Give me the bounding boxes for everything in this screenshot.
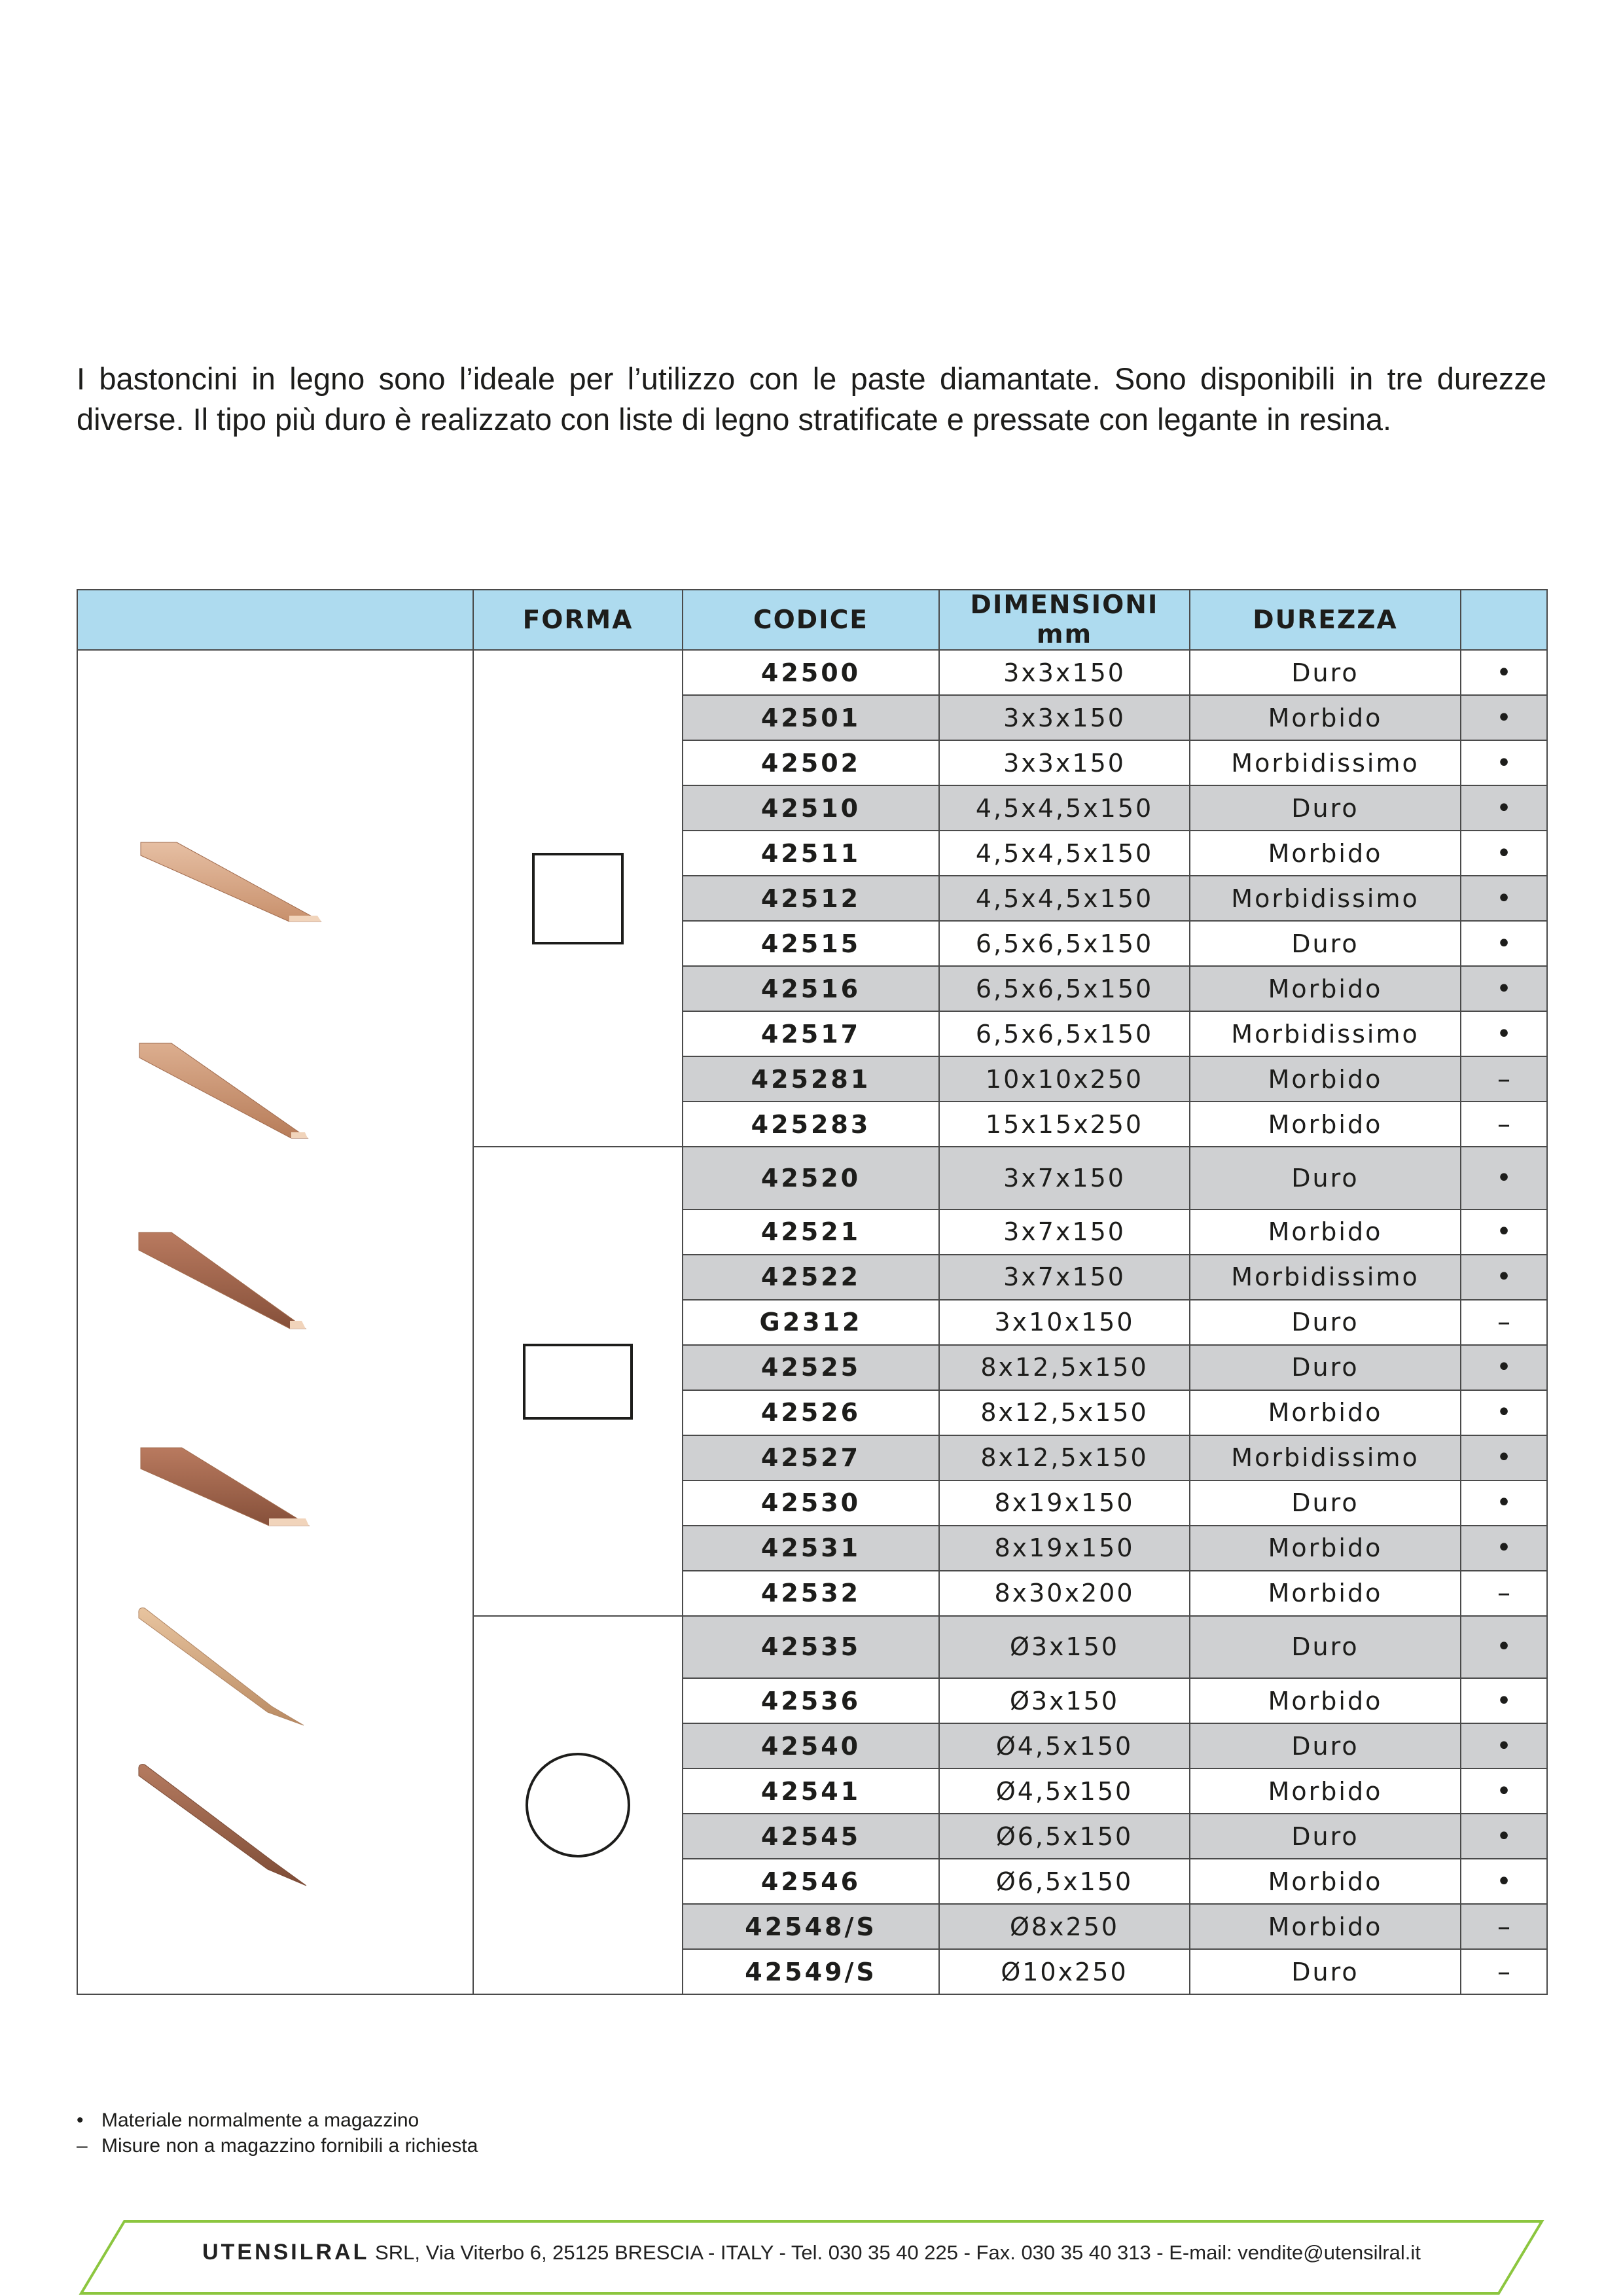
rect-stick-dark-icon [139, 1232, 306, 1329]
hardness-cell: Duro [1190, 650, 1461, 695]
code-cell: 42531 [683, 1526, 939, 1571]
code-cell: 42500 [683, 650, 939, 695]
code-cell: 425283 [683, 1102, 939, 1147]
dimension-cell: 3x3x150 [939, 695, 1190, 740]
code-cell: 42515 [683, 921, 939, 966]
header-forma: FORMA [473, 590, 683, 650]
hardness-cell: Morbidissimo [1190, 1011, 1461, 1056]
code-cell: 42520 [683, 1147, 939, 1210]
circle-shape-icon [480, 1707, 676, 1903]
dimension-cell: 3x7x150 [939, 1147, 1190, 1210]
code-cell: 42502 [683, 740, 939, 785]
code-cell: 42522 [683, 1255, 939, 1300]
dimension-cell: Ø3x150 [939, 1616, 1190, 1679]
dimension-cell: 4,5x4,5x150 [939, 831, 1190, 876]
availability-mark: • [1461, 740, 1547, 785]
code-cell: 42546 [683, 1859, 939, 1904]
code-cell: 42512 [683, 876, 939, 921]
hardness-cell: Duro [1190, 1480, 1461, 1526]
hardness-cell: Morbido [1190, 695, 1461, 740]
dimension-cell: 4,5x4,5x150 [939, 785, 1190, 831]
code-cell: 42549/S [683, 1949, 939, 1994]
dimension-cell: 15x15x250 [939, 1102, 1190, 1147]
rectangle-shape-icon [480, 1283, 676, 1479]
footer-contact [0, 2240, 1623, 2265]
availability-mark: • [1461, 921, 1547, 966]
availability-mark: • [1461, 1814, 1547, 1859]
availability-mark: • [1461, 1147, 1547, 1210]
image-cell [77, 650, 473, 1994]
dimension-cell: 8x12,5x150 [939, 1435, 1190, 1480]
note-text: Misure non a magazzino fornibili a richiesta [101, 2135, 478, 2157]
code-cell: 42530 [683, 1480, 939, 1526]
code-cell: 42511 [683, 831, 939, 876]
code-cell: 42517 [683, 1011, 939, 1056]
hardness-cell: Morbido [1190, 1678, 1461, 1723]
dimension-cell: Ø10x250 [939, 1949, 1190, 1994]
hardness-cell: Duro [1190, 1616, 1461, 1679]
availability-mark: • [1461, 785, 1547, 831]
hardness-cell: Morbidissimo [1190, 876, 1461, 921]
availability-mark: • [1461, 1390, 1547, 1435]
availability-mark: • [1461, 966, 1547, 1011]
availability-mark: • [1461, 695, 1547, 740]
square-stick-light-icon [141, 842, 321, 922]
dimension-cell: 3x7x150 [939, 1255, 1190, 1300]
hardness-cell: Duro [1190, 1300, 1461, 1345]
code-cell: 42526 [683, 1390, 939, 1435]
availability-mark: • [1461, 650, 1547, 695]
forma-cell-square [473, 650, 683, 1147]
footer-address: Via Viterbo 6, 25125 BRESCIA - ITALY - Tel. 030 35 40 225 - Fax. 030 35 40 313 - E-mail: vendite@utensilral.it [425, 2241, 1421, 2264]
dimension-cell: 3x3x150 [939, 740, 1190, 785]
hardness-cell: Morbido [1190, 1056, 1461, 1102]
header-durezza: DUREZZA [1190, 590, 1461, 650]
availability-mark: – [1461, 1300, 1547, 1345]
hardness-cell: Duro [1190, 1949, 1461, 1994]
availability-mark: • [1461, 1526, 1547, 1571]
dimension-cell: 8x19x150 [939, 1526, 1190, 1571]
hardness-cell: Duro [1190, 1345, 1461, 1390]
availability-mark: • [1461, 1255, 1547, 1300]
hardness-cell: Morbidissimo [1190, 1255, 1461, 1300]
hardness-cell: Morbido [1190, 1859, 1461, 1904]
dimension-cell: 8x12,5x150 [939, 1345, 1190, 1390]
availability-mark: • [1461, 1768, 1547, 1814]
code-cell: 42548/S [683, 1904, 939, 1949]
square-shape-icon [480, 800, 676, 997]
header-dimensioni: DIMENSIONI mm [939, 590, 1190, 650]
header-availability [1461, 590, 1547, 650]
code-cell: 42535 [683, 1616, 939, 1679]
code-cell: 42532 [683, 1571, 939, 1616]
availability-mark: – [1461, 1571, 1547, 1616]
availability-mark: • [1461, 1011, 1547, 1056]
note-symbol: – [77, 2135, 88, 2157]
hardness-cell: Morbido [1190, 1102, 1461, 1147]
table-body [77, 650, 1547, 1994]
dimension-cell: Ø6,5x150 [939, 1859, 1190, 1904]
dimension-cell: Ø4,5x150 [939, 1768, 1190, 1814]
availability-mark: • [1461, 1345, 1547, 1390]
forma-cell-circle [473, 1616, 683, 1995]
round-stick-light-icon [139, 1608, 304, 1725]
code-cell: 42501 [683, 695, 939, 740]
code-cell: 42510 [683, 785, 939, 831]
availability-mark: • [1461, 1210, 1547, 1255]
note-on-request [77, 2133, 478, 2159]
dimension-cell: 3x7x150 [939, 1210, 1190, 1255]
dimension-cell: 3x10x150 [939, 1300, 1190, 1345]
forma-cell-rectangle [473, 1147, 683, 1616]
dimension-cell: Ø8x250 [939, 1904, 1190, 1949]
code-cell: 42527 [683, 1435, 939, 1480]
code-cell: G2312 [683, 1300, 939, 1345]
dimension-cell: 6,5x6,5x150 [939, 966, 1190, 1011]
dimension-cell: 6,5x6,5x150 [939, 921, 1190, 966]
availability-mark: • [1461, 831, 1547, 876]
hardness-cell: Morbido [1190, 1390, 1461, 1435]
availability-mark: • [1461, 1435, 1547, 1480]
footer-brand: UTENSILRAL [202, 2240, 370, 2265]
hardness-cell: Morbido [1190, 1571, 1461, 1616]
code-cell: 42525 [683, 1345, 939, 1390]
product-table [77, 589, 1548, 1995]
hardness-cell: Duro [1190, 921, 1461, 966]
wooden-sticks-illustration [78, 651, 473, 1994]
availability-mark: – [1461, 1056, 1547, 1102]
intro-paragraph: I bastoncini in legno sono l’ideale per l’utilizzo con le paste diamantate. Sono disponibili in tre durezze diverse. Il tipo più duro è realizzato con liste di legno stratificate e pressate con legante in resina. [77, 361, 1546, 437]
hardness-cell: Duro [1190, 1723, 1461, 1768]
note-symbol: • [77, 2109, 84, 2131]
availability-mark: • [1461, 1723, 1547, 1768]
availability-mark: • [1461, 1480, 1547, 1526]
availability-mark: – [1461, 1904, 1547, 1949]
footer-suffix: SRL, [375, 2241, 420, 2264]
hardness-cell: Duro [1190, 1814, 1461, 1859]
table-row [77, 650, 1547, 695]
code-cell: 42536 [683, 1678, 939, 1723]
hardness-cell: Morbidissimo [1190, 740, 1461, 785]
code-cell: 42516 [683, 966, 939, 1011]
rect-stick-wide-icon [141, 1448, 309, 1526]
dimension-cell: Ø6,5x150 [939, 1814, 1190, 1859]
code-cell: 42540 [683, 1723, 939, 1768]
note-text: Materiale normalmente a magazzino [101, 2109, 419, 2131]
availability-mark: • [1461, 1859, 1547, 1904]
availability-mark: – [1461, 1949, 1547, 1994]
availability-mark: • [1461, 876, 1547, 921]
dimension-cell: 4,5x4,5x150 [939, 876, 1190, 921]
code-cell: 42545 [683, 1814, 939, 1859]
note-in-stock [77, 2108, 478, 2133]
hardness-cell: Duro [1190, 1147, 1461, 1210]
hardness-cell: Morbido [1190, 1210, 1461, 1255]
dimension-cell: 6,5x6,5x150 [939, 1011, 1190, 1056]
round-stick-dark-icon [139, 1765, 306, 1886]
availability-mark: • [1461, 1616, 1547, 1679]
code-cell: 42521 [683, 1210, 939, 1255]
availability-mark: • [1461, 1678, 1547, 1723]
dimension-cell: Ø3x150 [939, 1678, 1190, 1723]
code-cell: 425281 [683, 1056, 939, 1102]
code-cell: 42541 [683, 1768, 939, 1814]
hardness-cell: Morbido [1190, 1526, 1461, 1571]
hardness-cell: Morbido [1190, 966, 1461, 1011]
hardness-cell: Morbido [1190, 1904, 1461, 1949]
legend-notes [77, 2108, 478, 2159]
square-stick-medium-icon [139, 1043, 308, 1138]
hardness-cell: Morbido [1190, 831, 1461, 876]
availability-mark: – [1461, 1102, 1547, 1147]
dimension-cell: 3x3x150 [939, 650, 1190, 695]
dimension-cell: 8x19x150 [939, 1480, 1190, 1526]
dimension-cell: 8x30x200 [939, 1571, 1190, 1616]
dimension-cell: 10x10x250 [939, 1056, 1190, 1102]
dimension-cell: 8x12,5x150 [939, 1390, 1190, 1435]
hardness-cell: Morbido [1190, 1768, 1461, 1814]
hardness-cell: Duro [1190, 785, 1461, 831]
header-codice: CODICE [683, 590, 939, 650]
table-header-row [77, 590, 1547, 650]
header-image [77, 590, 473, 650]
dimension-cell: Ø4,5x150 [939, 1723, 1190, 1768]
hardness-cell: Morbidissimo [1190, 1435, 1461, 1480]
